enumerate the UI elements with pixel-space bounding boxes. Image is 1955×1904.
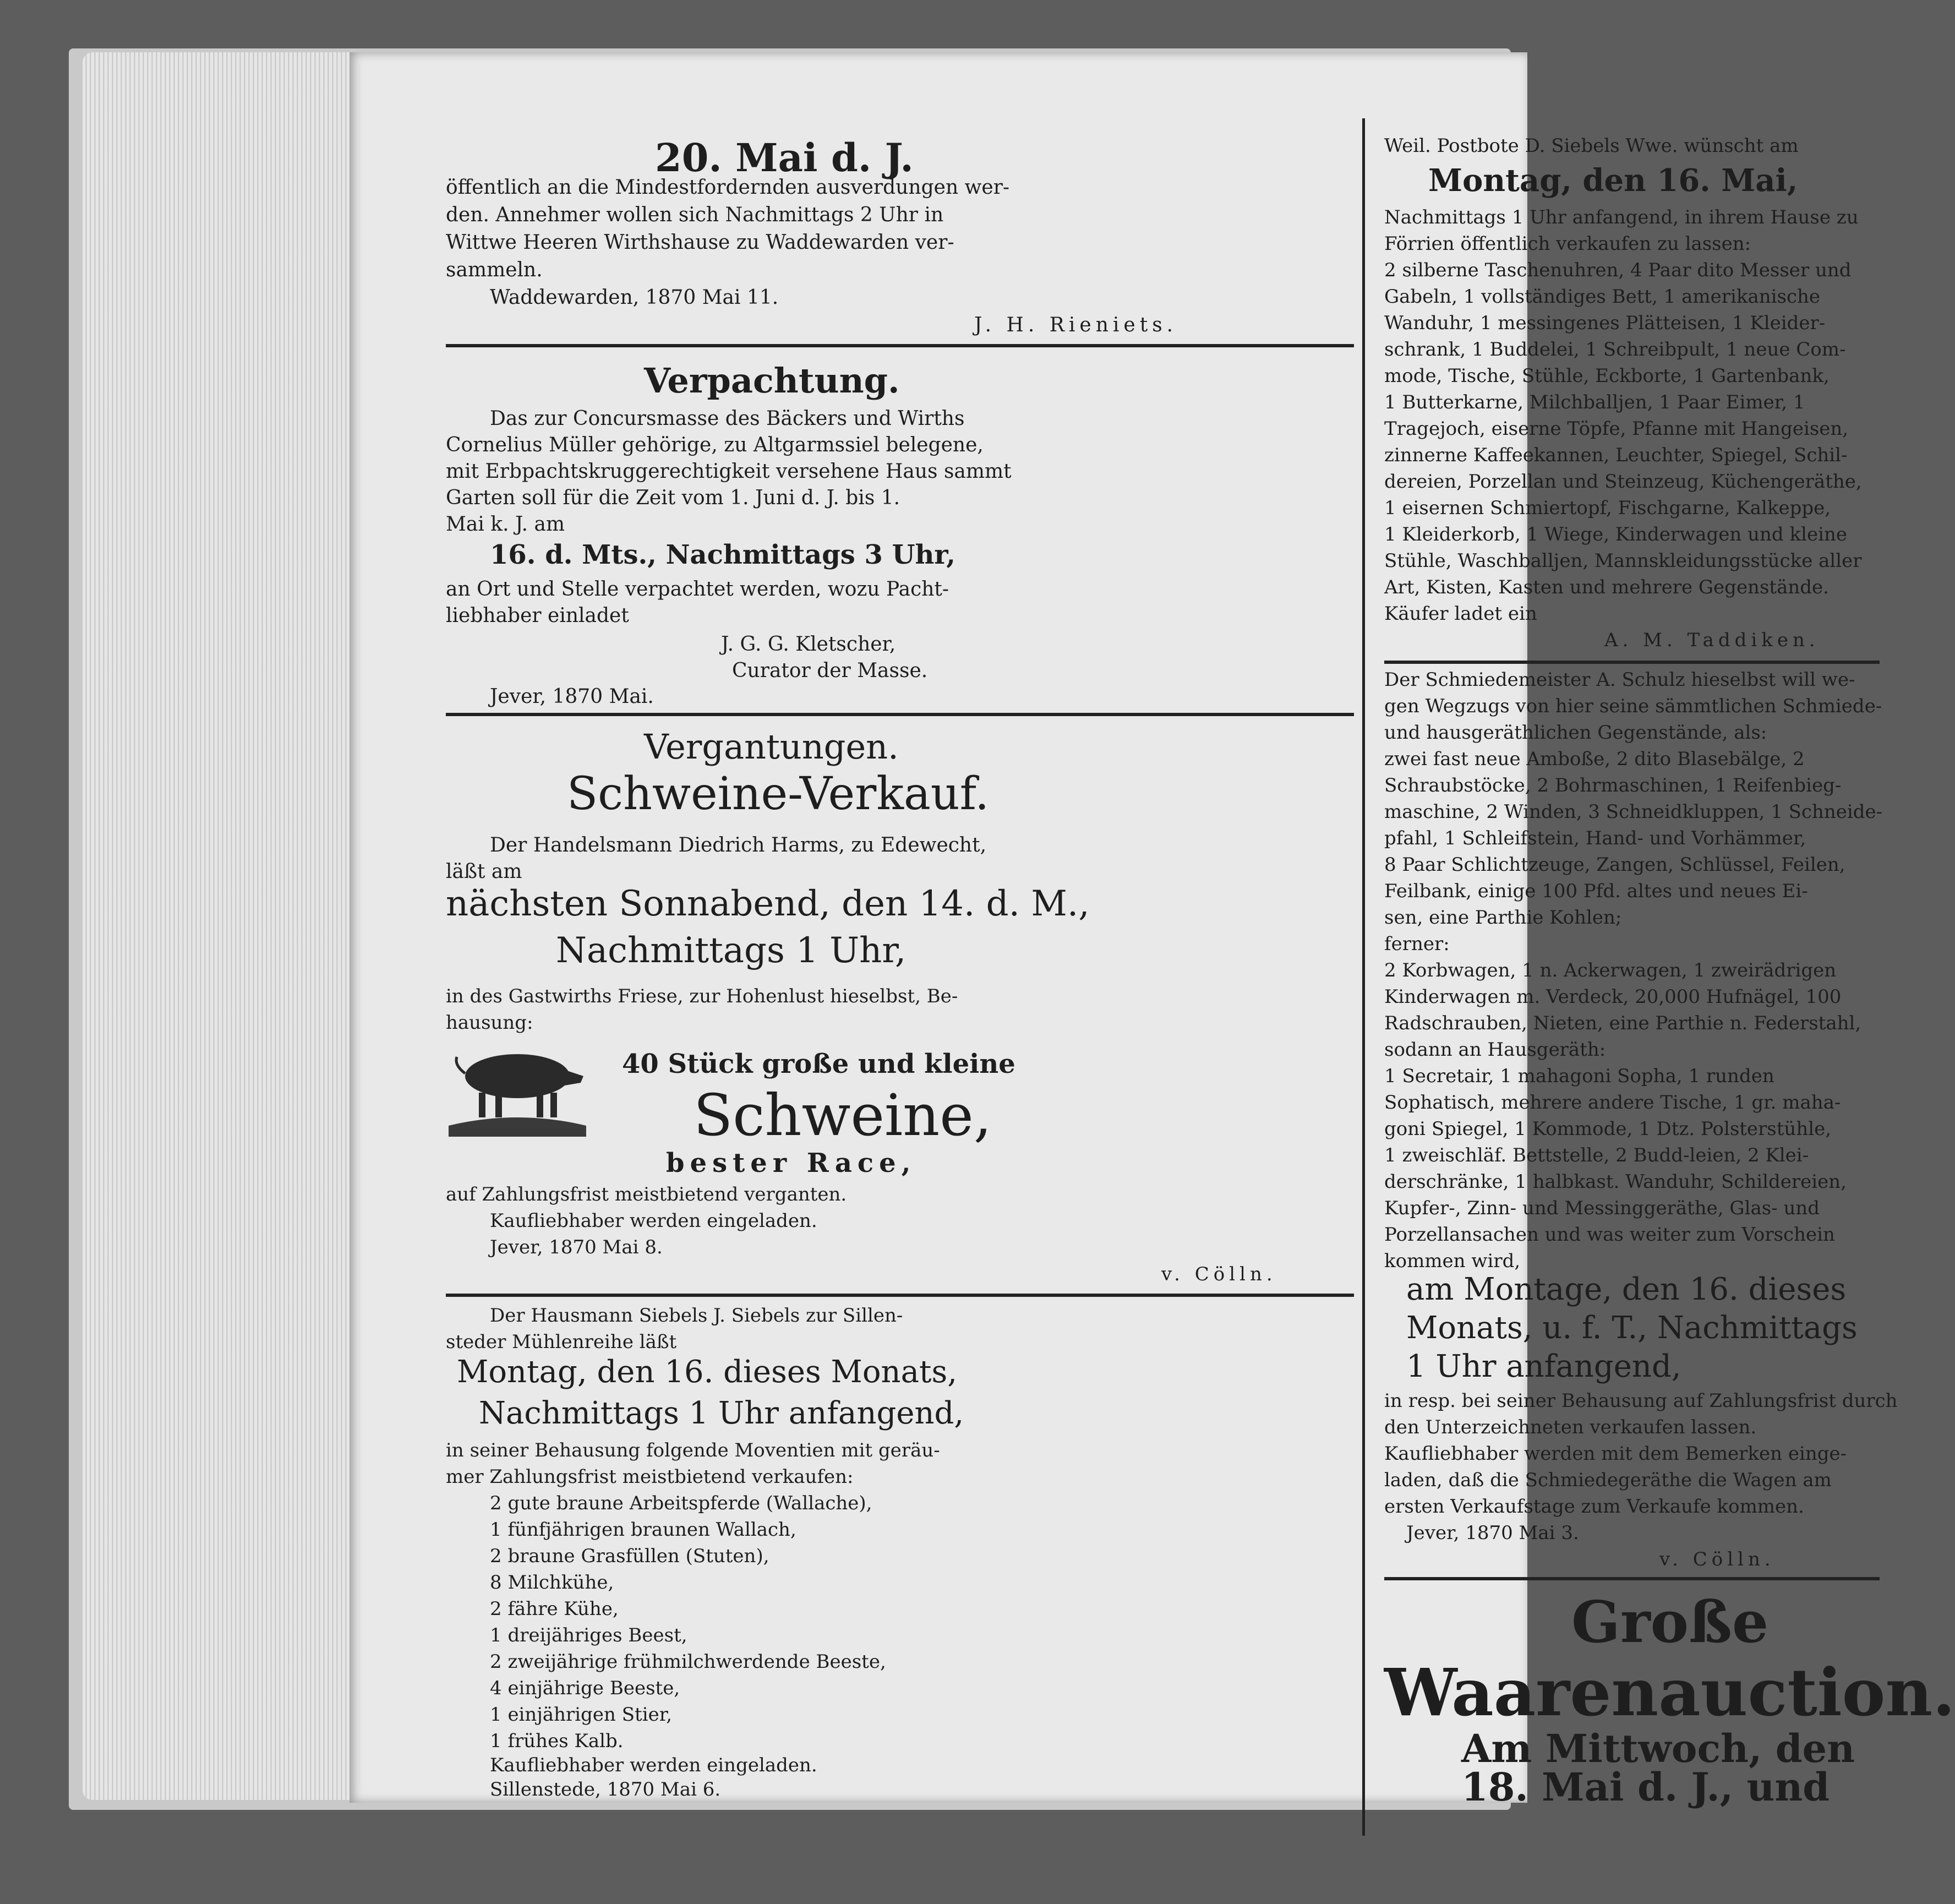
ad1-signature: J. H. Rieniets. xyxy=(974,314,1178,336)
ad4-item: 2 zweijährige frühmilchwerdende Beeste, xyxy=(490,1651,886,1673)
r-ad3-title: Große xyxy=(1571,1588,1769,1656)
ad3-line: Der Handelsmann Diedrich Harms, zu Edewecht, xyxy=(490,834,987,856)
ad1-line: öffentlich an die Mindestfordernden ausverdungen wer- xyxy=(446,176,1010,199)
r-ad2-line: Schraubstöcke, 2 Bohrmaschinen, 1 Reifenbieg- xyxy=(1384,774,1842,796)
r-ad2-line: ersten Verkaufstage zum Verkaufe kommen. xyxy=(1384,1496,1804,1518)
r-ad2-line: Der Schmiedemeister A. Schulz hieselbst will we- xyxy=(1384,669,1855,691)
ad2-heading: Verpachtung. xyxy=(644,361,900,401)
column-divider xyxy=(1362,118,1365,1836)
ad3-count-line: 40 Stück große und kleine xyxy=(622,1049,1015,1079)
ad4-line: Der Hausmann Siebels J. Siebels zur Sillen- xyxy=(490,1305,903,1327)
ad2-line: Mai k. J. am xyxy=(446,513,565,536)
ad2-line: an Ort und Stelle verpachtet werden, wozu Pacht- xyxy=(446,578,949,601)
ad4-line: in seiner Behausung folgende Moventien mit geräu- xyxy=(446,1439,940,1461)
r-ad1-line: 2 silberne Taschenuhren, 4 Paar dito Messer und xyxy=(1384,259,1852,281)
ad3-title: Schweine-Verkauf. xyxy=(567,768,990,820)
ad3-date-line: Nachmittags 1 Uhr, xyxy=(556,930,906,971)
r-ad2-date-line: 1 Uhr anfangend, xyxy=(1406,1349,1681,1384)
ad4-item: 8 Milchkühe, xyxy=(490,1572,614,1594)
r-ad1-line: Förrien öffentlich verkaufen zu lassen: xyxy=(1384,233,1751,255)
newspaper-page xyxy=(350,52,1955,1810)
r-ad1-line: dereien, Porzellan und Steinzeug, Küchengeräthe, xyxy=(1384,471,1862,493)
r-ad1-line: mode, Tische, Stühle, Eckborte, 1 Gartenbank, xyxy=(1384,365,1830,387)
ad1-line: sammeln. xyxy=(446,259,543,281)
r-ad1-line: Tragejoch, eiserne Töpfe, Pfanne mit Hangeisen, xyxy=(1384,418,1849,440)
divider xyxy=(1384,661,1880,664)
ad1-place-date: Waddewarden, 1870 Mai 11. xyxy=(490,286,779,309)
r-ad1-line: 1 Butterkarne, Milchballjen, 1 Paar Eimer, 1 xyxy=(1384,391,1805,413)
ad4-item: 1 dreijähriges Beest, xyxy=(490,1624,687,1646)
ad2-line: Cornelius Müller gehörige, zu Altgarmssiel belegene, xyxy=(446,434,984,456)
r-ad2-line: gen Wegzugs von hier seine sämmtlichen Schmiede- xyxy=(1384,695,1882,717)
r-ad2-line: Feilbank, einige 100 Pfd. altes und neues Ei- xyxy=(1384,880,1808,902)
r-ad2-line: 1 zweischläf. Bettstelle, 2 Budd-leien, 2 Klei- xyxy=(1384,1144,1809,1166)
r-ad1-intro: Weil. Postbote D. Siebels Wwe. wünscht am xyxy=(1384,135,1799,157)
ad4-item: 1 frühes Kalb. xyxy=(490,1730,624,1752)
ad3-signature: v. Cölln. xyxy=(1161,1263,1277,1285)
ad2-line: Das zur Concursmasse des Bäckers und Wirths xyxy=(490,407,965,430)
page-edges xyxy=(83,52,352,1800)
ad4-item: 1 fünfjährigen braunen Wallach, xyxy=(490,1519,796,1541)
ad3-line: auf Zahlungsfrist meistbietend verganten. xyxy=(446,1183,847,1205)
ad3-heading: Vergantungen. xyxy=(644,727,899,767)
ad2-place-date: Jever, 1870 Mai. xyxy=(490,685,654,708)
ad3-line: läßt am xyxy=(446,860,522,883)
r-ad1-line: Wanduhr, 1 messingenes Plätteisen, 1 Kleider- xyxy=(1384,312,1826,334)
r-ad2-line: laden, daß die Schmiedegeräthe die Wagen am xyxy=(1384,1469,1832,1491)
r-ad2-line: und hausgeräthlichen Gegenstände, als: xyxy=(1384,722,1767,744)
r-ad2-date-line: Monats, u. f. T., Nachmittags xyxy=(1406,1310,1858,1346)
ad4-line: steder Mühlenreihe läßt xyxy=(446,1331,677,1353)
r-ad2-line: zwei fast neue Amboße, 2 dito Blasebälge, 2 xyxy=(1384,748,1805,770)
ad2-signature-title: Curator der Masse. xyxy=(732,659,928,682)
r-ad2-line: ferner: xyxy=(1384,933,1450,955)
r-ad2-line: 8 Paar Schlichtzeuge, Zangen, Schlüssel, Feilen, xyxy=(1384,854,1845,876)
ad1-heading: 20. Mai d. J. xyxy=(655,135,914,181)
ad4-line: mer Zahlungsfrist meistbietend verkaufen: xyxy=(446,1466,854,1488)
r-ad2-line: maschine, 2 Winden, 3 Schneidkluppen, 1 Schneide- xyxy=(1384,801,1883,823)
r-ad2-place-date: Jever, 1870 Mai 3. xyxy=(1406,1522,1579,1544)
ad3-date-line: nächsten Sonnabend, den 14. d. M., xyxy=(446,883,1090,924)
ad3-line: hausung: xyxy=(446,1012,533,1034)
r-ad3-title: Waarenauction. xyxy=(1384,1654,1955,1731)
divider xyxy=(1384,1577,1880,1580)
ad2-date-line: 16. d. Mts., Nachmittags 3 Uhr, xyxy=(490,539,955,570)
r-ad1-line: Stühle, Waschballjen, Mannskleidungsstücke aller xyxy=(1384,550,1862,572)
r-ad2-line: derschränke, 1 halbkast. Wanduhr, Schildereien, xyxy=(1384,1171,1847,1193)
ad4-item: 2 fähre Kühe, xyxy=(490,1598,619,1620)
ad4-place-date: Sillenstede, 1870 Mai 6. xyxy=(490,1778,721,1801)
ad4-item: 4 einjährige Beeste, xyxy=(490,1677,680,1699)
ad3-race: bester Race, xyxy=(666,1148,916,1179)
r-ad1-line: 1 Kleiderkorb, 1 Wiege, Kinderwagen und kleine xyxy=(1384,523,1847,545)
pig-illustration xyxy=(449,1043,586,1142)
r-ad1-date-line: Montag, den 16. Mai, xyxy=(1428,162,1798,199)
ad3-line: in des Gastwirths Friese, zur Hohenlust hieselbst, Be- xyxy=(446,985,958,1007)
ad2-signature: J. G. G. Kletscher, xyxy=(721,633,896,656)
r-ad2-line: Kaufliebhaber werden mit dem Bemerken einge- xyxy=(1384,1443,1847,1465)
r-ad2-line: kommen wird, xyxy=(1384,1250,1521,1272)
ad3-place-date: Jever, 1870 Mai 8. xyxy=(490,1236,663,1258)
divider xyxy=(446,344,1354,347)
r-ad2-line: Kupfer-, Zinn- und Messinggeräthe, Glas- und xyxy=(1384,1197,1820,1219)
r-ad1-signature: A. M. Taddiken. xyxy=(1604,629,1820,651)
r-ad2-line: sen, eine Parthie Kohlen; xyxy=(1384,907,1622,929)
r-ad2-date-line: am Montage, den 16. dieses xyxy=(1406,1272,1847,1307)
ad3-line: Kaufliebhaber werden eingeladen. xyxy=(490,1210,817,1232)
ad4-closing: Kaufliebhaber werden eingeladen. xyxy=(490,1754,817,1776)
divider xyxy=(446,713,1354,716)
r-ad1-line: Käufer ladet ein xyxy=(1384,603,1537,625)
r-ad2-signature: v. Cölln. xyxy=(1659,1548,1775,1570)
ad3-animals: Schweine, xyxy=(693,1082,992,1149)
r-ad3-line: Am Mittwoch, den xyxy=(1461,1726,1855,1771)
r-ad1-line: Gabeln, 1 vollständiges Bett, 1 amerikanische xyxy=(1384,286,1821,308)
divider xyxy=(446,1294,1354,1297)
r-ad2-line: goni Spiegel, 1 Kommode, 1 Dtz. Polsterstühle, xyxy=(1384,1118,1832,1140)
r-ad2-line: Sophatisch, mehrere andere Tische, 1 gr. maha- xyxy=(1384,1092,1841,1114)
r-ad2-line: Radschrauben, Nieten, eine Parthie n. Federstahl, xyxy=(1384,1012,1861,1034)
r-ad2-line: in resp. bei seiner Behausung auf Zahlungsfrist durch xyxy=(1384,1390,1898,1412)
r-ad1-line: Art, Kisten, Kasten und mehrere Gegenstände. xyxy=(1384,576,1829,598)
ad4-item: 1 einjährigen Stier, xyxy=(490,1704,673,1726)
ad1-line: Wittwe Heeren Wirthshause zu Waddewarden ver- xyxy=(446,231,954,254)
r-ad1-line: Nachmittags 1 Uhr anfangend, in ihrem Hause zu xyxy=(1384,206,1859,228)
ad4-date-line: Nachmittags 1 Uhr anfangend, xyxy=(479,1395,964,1431)
r-ad1-line: schrank, 1 Buddelei, 1 Schreibpult, 1 neue Com- xyxy=(1384,339,1846,361)
r-ad2-line: 2 Korbwagen, 1 n. Ackerwagen, 1 zweirädrigen xyxy=(1384,959,1837,981)
ad4-date-line: Montag, den 16. dieses Monats, xyxy=(457,1354,958,1390)
ad2-line: mit Erbpachtskruggerechtigkeit versehene Haus sammt xyxy=(446,460,1012,483)
r-ad2-line: sodann an Hausgeräth: xyxy=(1384,1039,1606,1061)
right-column xyxy=(1384,52,1955,1810)
r-ad2-line: 1 Secretair, 1 mahagoni Sopha, 1 runden xyxy=(1384,1065,1774,1087)
ad2-line: Garten soll für die Zeit vom 1. Juni d. J. bis 1. xyxy=(446,487,900,509)
ad2-line: liebhaber einladet xyxy=(446,604,629,627)
r-ad3-line: 18. Mai d. J., und xyxy=(1461,1764,1830,1810)
ad4-item: 2 gute braune Arbeitspferde (Wallache), xyxy=(490,1492,872,1514)
r-ad1-line: zinnerne Kaffeekannen, Leuchter, Spiegel, Schil- xyxy=(1384,444,1848,466)
r-ad2-line: den Unterzeichneten verkaufen lassen. xyxy=(1384,1416,1757,1438)
ad1-line: den. Annehmer wollen sich Nachmittags 2 Uhr in xyxy=(446,204,944,226)
r-ad2-line: Kinderwagen m. Verdeck, 20,000 Hufnägel, 100 xyxy=(1384,986,1842,1008)
ad4-item: 2 braune Grasfüllen (Stuten), xyxy=(490,1545,769,1567)
r-ad1-line: 1 eisernen Schmiertopf, Fischgarne, Kalkeppe, xyxy=(1384,497,1831,519)
r-ad2-line: Porzellansachen und was weiter zum Vorschein xyxy=(1384,1224,1835,1246)
r-ad2-line: pfahl, 1 Schleifstein, Hand- und Vorhämmer, xyxy=(1384,827,1806,849)
